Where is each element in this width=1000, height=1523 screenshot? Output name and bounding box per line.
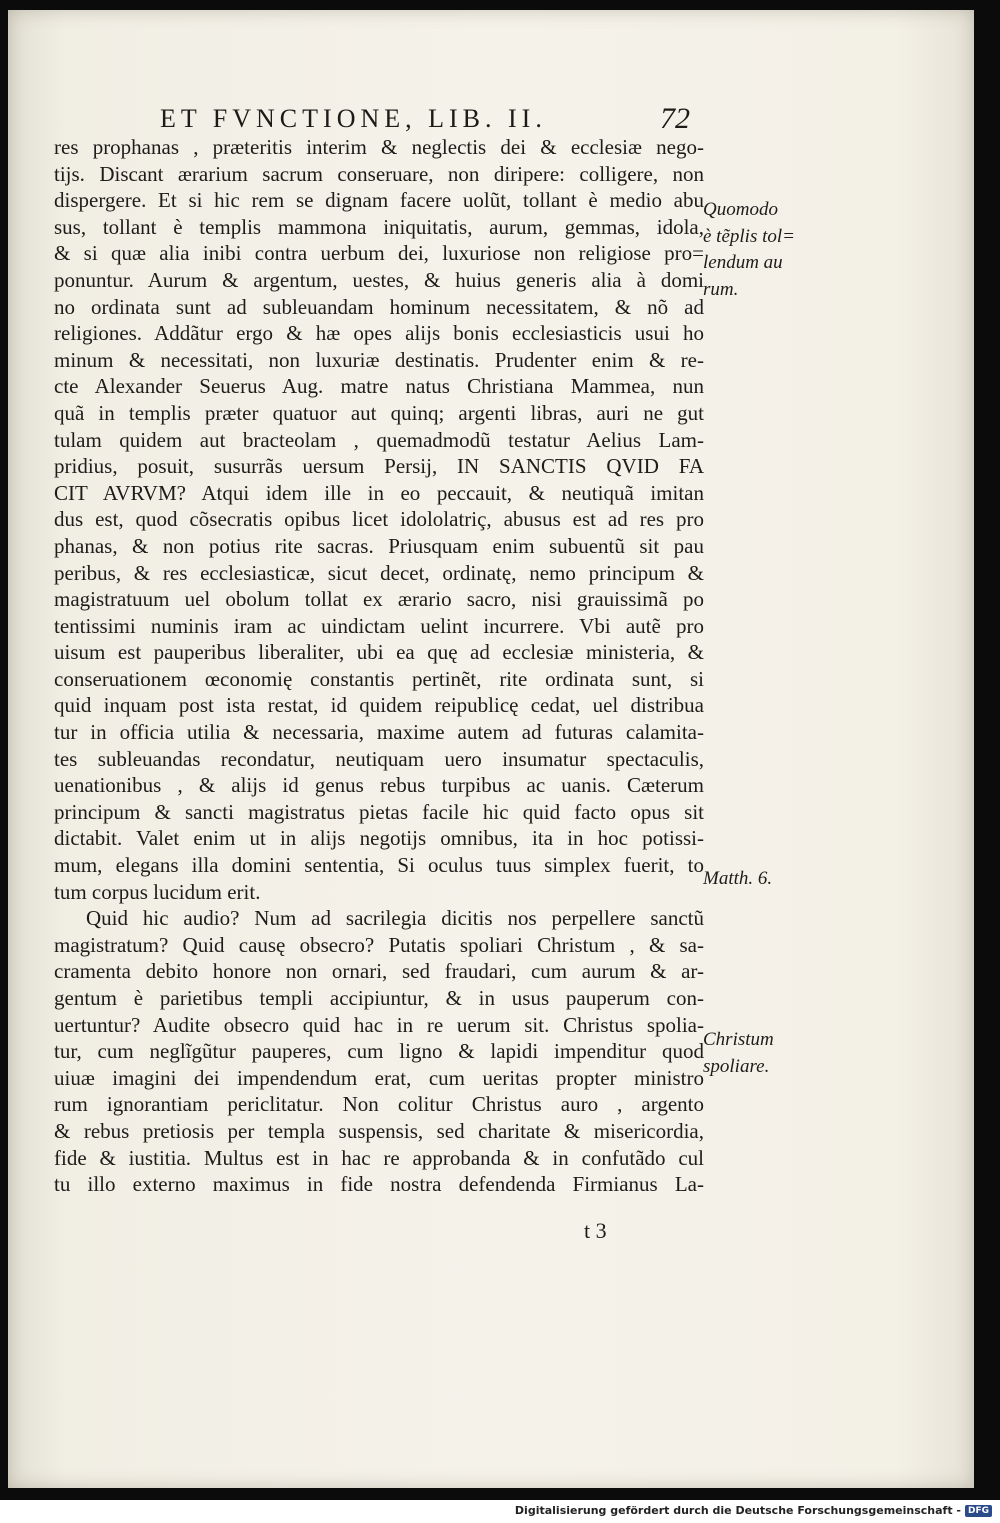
digitization-credit [515, 1504, 992, 1517]
text-line: no ordinata sunt ad subleuandam hominum necessitatem, & nõ ad [54, 294, 704, 319]
running-head: ET FVNCTIONE, LIB. II. [160, 104, 547, 133]
marginal-line: Quomodo [703, 199, 778, 220]
text-line: tulam quidem aut bracteolam , quemadmodũ testatur Aelius Lam- [54, 427, 704, 452]
signature-mark: t 3 [584, 1218, 607, 1243]
text-line: & rebus pretiosis per templa suspensis, sed charitate & misericordia, [54, 1118, 704, 1143]
body-text [54, 134, 704, 1198]
marginal-line: spoliare. [703, 1055, 770, 1077]
text-line: phanas, & non potius rite sacras. Priusquam enim subuentũ sit pau [54, 533, 704, 558]
text-line: tur in officia utilia & necessaria, maxime autem ad futuras calamita- [54, 720, 704, 745]
text-line: uiuæ imagini dei impendendum erat, cum ueritas propter ministro [54, 1065, 704, 1090]
text-line: minum & necessitati, non luxuriæ destinatis. Prudenter enim & re- [54, 347, 704, 372]
paragraph-start-line: Quid hic audio? Num ad sacrilegia dicitis nos perpellere sanctũ [86, 906, 704, 931]
marginal-note-matthew [703, 866, 772, 893]
text-line: peribus, & res ecclesiasticæ, sicut decet, ordinatę, nemo principum & [54, 560, 704, 585]
text-line: tu illo externo maximus in fide nostra defendenda Firmianus La- [54, 1172, 704, 1197]
text-line: dictabit. Valet enim ut in alijs negotijs omnibus, ita in hoc potissi- [54, 826, 704, 851]
text-line: magistratum? Quid causę obsecro? Putatis spoliari Christum , & sa- [54, 932, 704, 957]
credit-text: Digitalisierung gefördert durch die Deutsche Forschungsgemeinschaft - [514, 1504, 961, 1517]
text-line: principum & sancti magistratus pietas facile hic quid facto opus sit [54, 799, 704, 824]
text-line: quid inquam post ista restat, id quidem reipublicę cedat, uel distribua [54, 693, 704, 718]
text-line: gentum è parietibus templi accipiuntur, & in usus pauperum con- [54, 986, 704, 1010]
text-line: ponuntur. Aurum & argentum, uestes, & huius generis alia à domi [54, 267, 704, 292]
text-line: tur, cum neglĩgũtur pauperes, cum ligno & lapidi impenditur quod [54, 1039, 704, 1064]
text-line: sus, tollant è templis mammona iniquitatis, aurum, gemmas, idola, [54, 214, 704, 239]
marginal-note-quomodo [703, 197, 795, 303]
marginal-line: Matth. 6. [703, 868, 773, 889]
text-line: CIT AVRVM? Atqui idem ille in eo peccauit, & neutiquã imitan [54, 480, 704, 505]
text-line: dus est, quod cõsecratis opibus licet idololatriç, abusus est ad res pro [54, 507, 704, 532]
text-line: tum corpus lucidum erit. [54, 879, 261, 904]
text-line: uisum est pauperibus liberaliter, ubi ea quę ad ecclesiæ ministeria, & [54, 640, 704, 665]
text-line: mum, elegans illa domini sententia, Si oculus tuus simplex fuerit, to [54, 853, 704, 878]
text-line: magistratuum uel obolum tollat ex ærario sacro, nisi grauissimã po [54, 587, 704, 612]
text-line: quã in templis præter quatuor aut quinq; argenti libras, auri ne gut [54, 400, 704, 425]
text-line: cte Alexander Seuerus Aug. matre natus Christiana Mammea, nun [54, 374, 704, 399]
text-line: & si quæ alia inibi contra uerbum dei, luxuriose non religiose pro= [54, 241, 704, 266]
text-line: res prophanas , præteritis interim & neglectis dei & ecclesiæ nego- [54, 135, 704, 159]
text-line: uenationibus , & alijs id genus rebus turpibus ac uanis. Cæterum [54, 773, 704, 798]
marginal-note-christum [703, 1027, 774, 1080]
marginal-line: lendum au [703, 252, 783, 274]
text-line: tes subleuandas recondatur, neutiquam uero insumatur spectaculis, [54, 746, 704, 771]
dfg-logo: DFG [965, 1505, 992, 1517]
text-line: tijs. Discant ærarium sacrum conseruare, non diripere: colligere, non [54, 161, 704, 186]
page-number: 72 [660, 102, 690, 135]
text-line: dispergere. Et si hic rem se dignam facere uolũt, tollant è medio abu [54, 188, 704, 213]
text-line: uertuntur? Audite obsecro quid hac in re uerum sit. Christus spolia- [54, 1012, 704, 1037]
text-line: tentissimi numinis iram ac uindictam uelint incurrere. Vbi autẽ pro [54, 613, 704, 638]
text-line: pridius, posuit, susurrãs uersum Persij, IN SANCTIS QVID FA [54, 454, 704, 479]
text-line: religiones. Addãtur ergo & hæ opes alijs bonis ecclesiasticis usui ho [54, 321, 704, 346]
marginal-line: Christum [703, 1029, 774, 1050]
text-line: fide & iustitia. Multus est in hac re approbanda & in confutãdo cul [54, 1145, 704, 1170]
marginal-line: è tẽplis tol= [703, 225, 795, 247]
text-line: rum ignorantiam periclitatur. Non colitur Christus auro , argento [54, 1092, 704, 1117]
text-line: conseruationem œconomię constantis pertinẽt, rite ordinata sunt, si [54, 666, 704, 691]
marginal-line: rum. [703, 278, 739, 300]
text-line: cramenta debito honore non ornari, sed fraudari, cum aurum & ar- [54, 959, 704, 984]
